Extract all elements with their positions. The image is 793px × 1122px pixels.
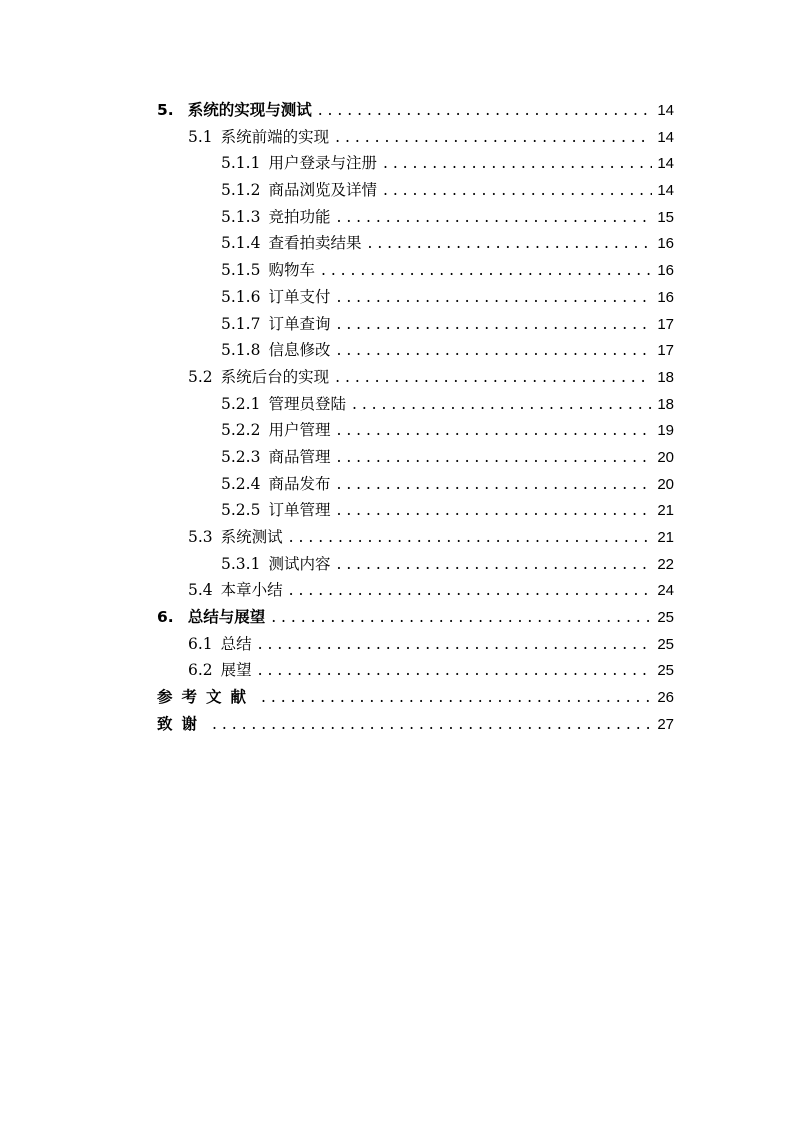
dot-leader [336, 497, 652, 524]
toc-entry-number: 5.1.1 [221, 154, 261, 173]
dot-leader [271, 604, 652, 631]
toc-entry-5-2[interactable] [157, 364, 674, 391]
toc-entry-5-1-7[interactable] [157, 311, 674, 338]
toc-entry-5-1-3[interactable] [157, 204, 674, 231]
toc-entry-page: 17 [657, 315, 674, 333]
toc-entry-number: 5.2.2 [221, 421, 261, 440]
toc-entry-title: 总结 [220, 634, 252, 653]
toc-entry-5-1[interactable] [157, 124, 674, 151]
dot-leader [318, 97, 652, 124]
toc-entry-title: 用户管理 [268, 421, 331, 440]
toc-entry-5-3[interactable] [157, 524, 674, 551]
toc-entry-title: 商品管理 [268, 447, 331, 466]
toc-entry-title: 系统前端的实现 [220, 127, 330, 146]
dot-leader [352, 391, 652, 418]
toc-entry-number: 5.1.7 [221, 314, 261, 333]
toc-entry-title: 系统测试 [220, 528, 283, 546]
toc-entry-page: 20 [657, 475, 674, 493]
toc-entry-title: 商品发布 [268, 474, 331, 493]
toc-entry-title: 系统后台的实现 [220, 367, 330, 386]
toc-entry-page: 25 [657, 662, 674, 680]
toc-entry-title: 总结与展望 [187, 608, 266, 627]
dot-leader [336, 204, 652, 231]
dot-leader [258, 631, 652, 658]
toc-entry-page: 19 [657, 422, 674, 440]
toc-entry-number: 5.4 [188, 581, 213, 600]
toc-entry-chapter-5[interactable] [157, 97, 674, 124]
dot-leader [289, 577, 652, 604]
toc-entry-5-1-2[interactable] [157, 177, 674, 204]
toc-entry-page: 15 [657, 208, 674, 226]
toc-entry-title: 本章小结 [220, 581, 283, 600]
toc-entry-title: 用户登录与注册 [268, 154, 377, 173]
toc-entry-number: 6. [157, 608, 174, 627]
toc-entry-number: 5.1.6 [221, 287, 261, 306]
toc-entry-page: 14 [657, 155, 674, 173]
toc-entry-5-2-3[interactable] [157, 444, 674, 471]
toc-entry-page: 16 [657, 235, 674, 253]
toc-entry-number: 5.1 [188, 127, 213, 146]
toc-entry-title: 展望 [220, 661, 252, 680]
toc-entry-6-2[interactable] [157, 657, 674, 684]
toc-entry-page: 20 [657, 448, 674, 466]
toc-entry-5-1-8[interactable] [157, 337, 674, 364]
toc-entry-page: 18 [657, 368, 674, 386]
toc-entry-5-1-1[interactable] [157, 150, 674, 177]
dot-leader [335, 364, 652, 391]
toc-entry-6-1[interactable] [157, 631, 674, 658]
toc-entry-title: 信息修改 [268, 341, 331, 360]
dot-leader [336, 444, 652, 471]
toc-entry-5-1-4[interactable] [157, 230, 674, 257]
toc-entry-number: 5.3.1 [221, 554, 261, 573]
toc-entry-5-3-1[interactable] [157, 551, 674, 578]
toc-entry-page: 14 [657, 128, 674, 146]
toc-entry-title: 订单支付 [268, 287, 331, 306]
dot-leader [336, 417, 652, 444]
toc-entry-number: 5.2.1 [221, 394, 261, 413]
toc-entry-5-2-5[interactable] [157, 497, 674, 524]
toc-entry-page: 21 [657, 502, 674, 520]
toc-entry-5-1-6[interactable] [157, 284, 674, 311]
toc-entry-page: 14 [657, 102, 674, 119]
toc-entry-title: 查看拍卖结果 [268, 234, 362, 253]
dot-leader [258, 657, 652, 684]
toc-entry-number: 5.1.4 [221, 234, 261, 253]
dot-leader [212, 711, 652, 738]
toc-entry-references[interactable] [157, 684, 674, 711]
toc-entry-title: 系统的实现与测试 [187, 101, 312, 119]
toc-entry-page: 21 [657, 529, 674, 546]
toc-entry-number: 5.2.5 [221, 501, 261, 520]
dot-leader [383, 177, 652, 204]
toc-entry-number: 5.2.4 [221, 474, 261, 493]
dot-leader [367, 230, 652, 257]
dot-leader [383, 150, 652, 177]
toc-entry-5-2-2[interactable] [157, 417, 674, 444]
dot-leader [261, 684, 652, 711]
toc-entry-number: 6.1 [188, 634, 213, 653]
toc-entry-page: 16 [657, 262, 674, 280]
toc-entry-number: 5.2 [188, 367, 213, 386]
toc-entry-page: 25 [657, 635, 674, 653]
toc-entry-number: 5.2.3 [221, 447, 261, 466]
toc-entry-title: 订单管理 [268, 501, 331, 520]
toc-entry-page: 24 [657, 582, 674, 600]
toc-entry-number: 5.1.8 [221, 341, 261, 360]
toc-entry-page: 17 [657, 342, 674, 360]
toc-entry-5-2-1[interactable] [157, 391, 674, 418]
dot-leader [335, 124, 652, 151]
dot-leader [321, 257, 652, 284]
toc-entry-title: 测试内容 [268, 554, 331, 573]
toc-entry-title: 参考文献 [157, 688, 256, 707]
toc-entry-number: 5.1.5 [221, 261, 261, 280]
toc-entry-number: 5.1.2 [221, 181, 261, 200]
dot-leader [289, 524, 652, 551]
toc-entry-5-2-4[interactable] [157, 471, 674, 498]
toc-entry-page: 27 [657, 715, 674, 733]
dot-leader [336, 311, 652, 338]
toc-entry-title: 订单查询 [268, 314, 331, 333]
dot-leader [336, 471, 652, 498]
toc-entry-title: 管理员登陆 [268, 394, 346, 413]
toc-entry-page: 18 [657, 395, 674, 413]
toc-entry-page: 14 [657, 182, 674, 200]
toc-entry-number: 5.1.3 [221, 207, 261, 226]
toc-entry-number: 5.3 [188, 528, 213, 546]
toc-entry-title: 致谢 [157, 714, 207, 733]
toc-entry-chapter-6[interactable] [157, 604, 674, 631]
toc-entry-5-4[interactable] [157, 577, 674, 604]
toc-entry-5-1-5[interactable] [157, 257, 674, 284]
toc-entry-title: 购物车 [268, 261, 315, 280]
toc-entry-page: 25 [657, 609, 674, 627]
table-of-contents [157, 97, 674, 738]
dot-leader [336, 337, 652, 364]
toc-entry-page: 26 [657, 689, 674, 707]
toc-entry-page: 16 [657, 288, 674, 306]
toc-entry-title: 竞拍功能 [268, 207, 331, 226]
dot-leader [336, 551, 652, 578]
toc-entry-number: 6.2 [188, 661, 213, 680]
toc-entry-acknowledgements[interactable] [157, 711, 674, 738]
toc-entry-title: 商品浏览及详情 [268, 181, 377, 200]
toc-entry-page: 22 [657, 555, 674, 573]
toc-entry-number: 5. [157, 101, 174, 119]
dot-leader [336, 284, 652, 311]
